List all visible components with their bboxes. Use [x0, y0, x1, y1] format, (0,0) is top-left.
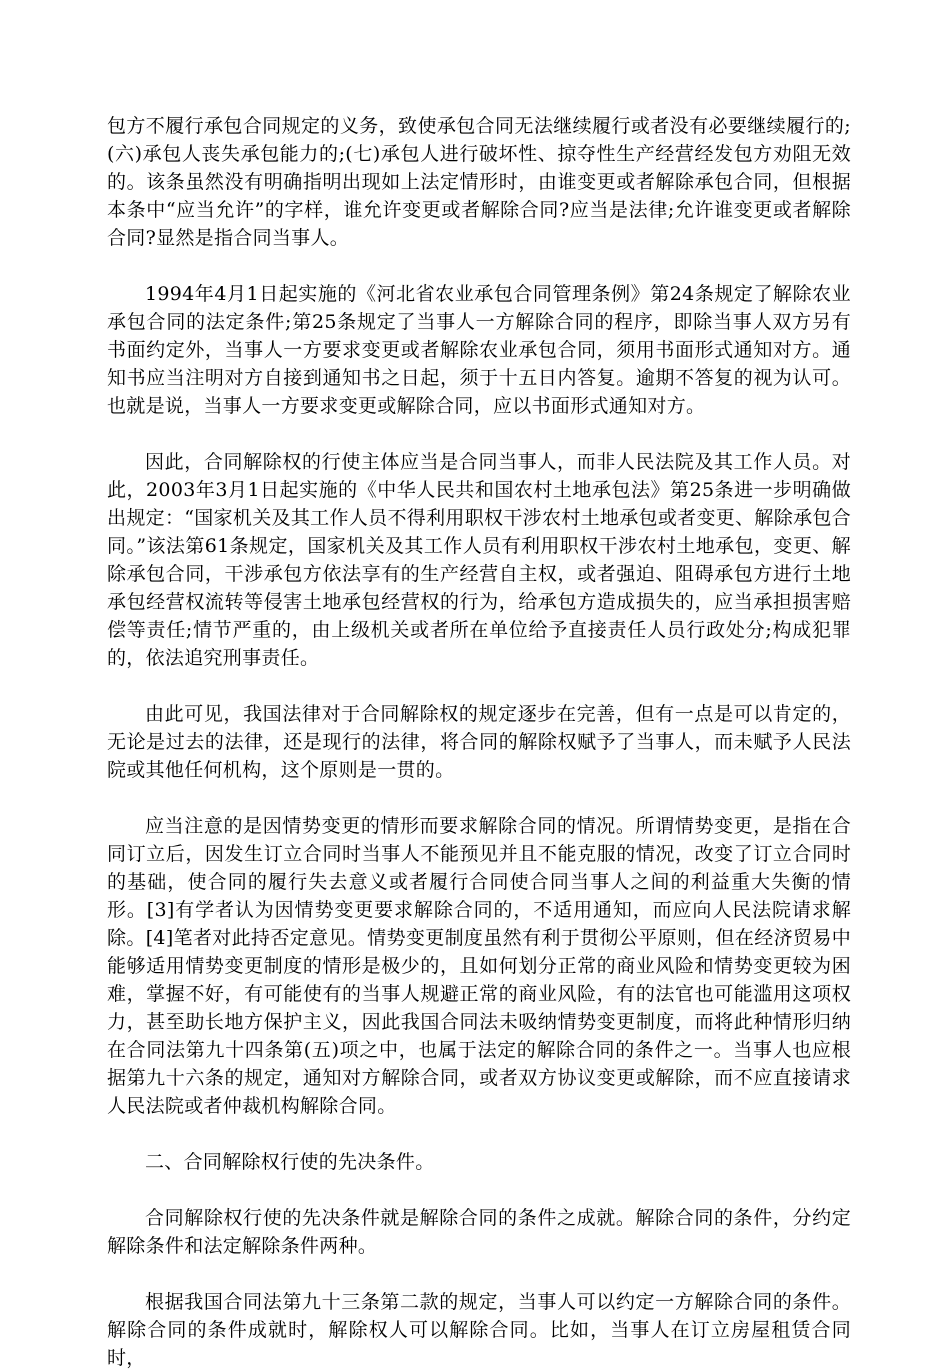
paragraph-2: 1994年4月1日起实施的《河北省农业承包合同管理条例》第24条规定了解除农业承包合同的法定条件;第25条规定了当事人一方解除合同的程序，即除当事人双方另有书面约定外，当事人一方要求变更或者解除农业承包合同，须用书面形式通知对方。通知书应当注明对方自接到通知书之日起，须于十五日内答复。逾期不答复的视为认可。也就是说，当事人一方要求变更或解除合同，应以书面形式通知对方。	[107, 283, 851, 417]
paragraph-5: 应当注意的是因情势变更的情形而要求解除合同的情况。所谓情势变更，是指在合同订立后，因发生订立合同时当事人不能预见并且不能克服的情况，改变了订立合同时的基础，使合同的履行失去意义或者履行合同使合同当事人之间的利益重大失衡的情形。[3]有学者认为因情势变更要求解除合同的，不适用通知，而应向人民法院请求解除。[4]笔者对此持否定意见。情势变更制度虽然有利于贯彻公平原则，但在经济贸易中能够适用情势变更制度的情形是极少的，且如何划分正常的商业风险和情势变更较为困难，掌握不好，有可能使有的当事人规避正常的商业风险，有的法官也可能滥用这项权力，甚至助长地方保护主义，因此我国合同法未吸纳情势变更制度，而将此种情形归纳在合同法第九十四条第(五)项之中，也属于法定的解除合同的条件之一。当事人也应根据第九十六条的规定，通知对方解除合同，或者双方协议变更或解除，而不应直接请求人民法院或者仲裁机构解除合同。	[107, 815, 851, 1117]
paragraph-6: 合同解除权行使的先决条件就是解除合同的条件之成就。解除合同的条件，分约定解除条件和法定解除条件两种。	[107, 1207, 851, 1257]
paragraph-7: 根据我国合同法第九十三条第二款的规定，当事人可以约定一方解除合同的条件。解除合同的条件成就时，解除权人可以解除合同。比如，当事人在订立房屋租赁合同时，	[107, 1291, 851, 1369]
section-heading: 二、合同解除权行使的先决条件。	[145, 1151, 435, 1173]
paragraph-3: 因此，合同解除权的行使主体应当是合同当事人，而非人民法院及其工作人员。对此，2003年3月1日起实施的《中华人民共和国农村土地承包法》第25条进一步明确做出规定：“国家机关及其工作人员不得利用职权干涉农村土地承包或者变更、解除承包合同。”该法第61条规定，国家机关及其工作人员有利用职权干涉农村土地承包，变更、解除承包合同，干涉承包方依法享有的生产经营自主权，或者强迫、阻碍承包方进行土地承包经营权流转等侵害土地承包经营权的行为，给承包方造成损失的，应当承担损害赔偿等责任;情节严重的，由上级机关或者所在单位给予直接责任人员行政处分;构成犯罪的，依法追究刑事责任。	[107, 451, 851, 669]
paragraph-4: 由此可见，我国法律对于合同解除权的规定逐步在完善，但有一点是可以肯定的，无论是过去的法律，还是现行的法律，将合同的解除权赋予了当事人，而未赋予人民法院或其他任何机构，这个原则是一贯的。	[107, 703, 851, 781]
paragraph-1: 包方不履行承包合同规定的义务，致使承包合同无法继续履行或者没有必要继续履行的;(六)承包人丧失承包能力的;(七)承包人进行破坏性、掠夺性生产经营经发包方劝阻无效的。该条虽然没有明确指明出现如上法定情形时，由谁变更或者解除承包合同，但根据本条中“应当允许”的字样，谁允许变更或者解除合同?应当是法律;允许谁变更或者解除合同?显然是指合同当事人。	[107, 115, 851, 249]
document-body	[107, 112, 851, 1372]
